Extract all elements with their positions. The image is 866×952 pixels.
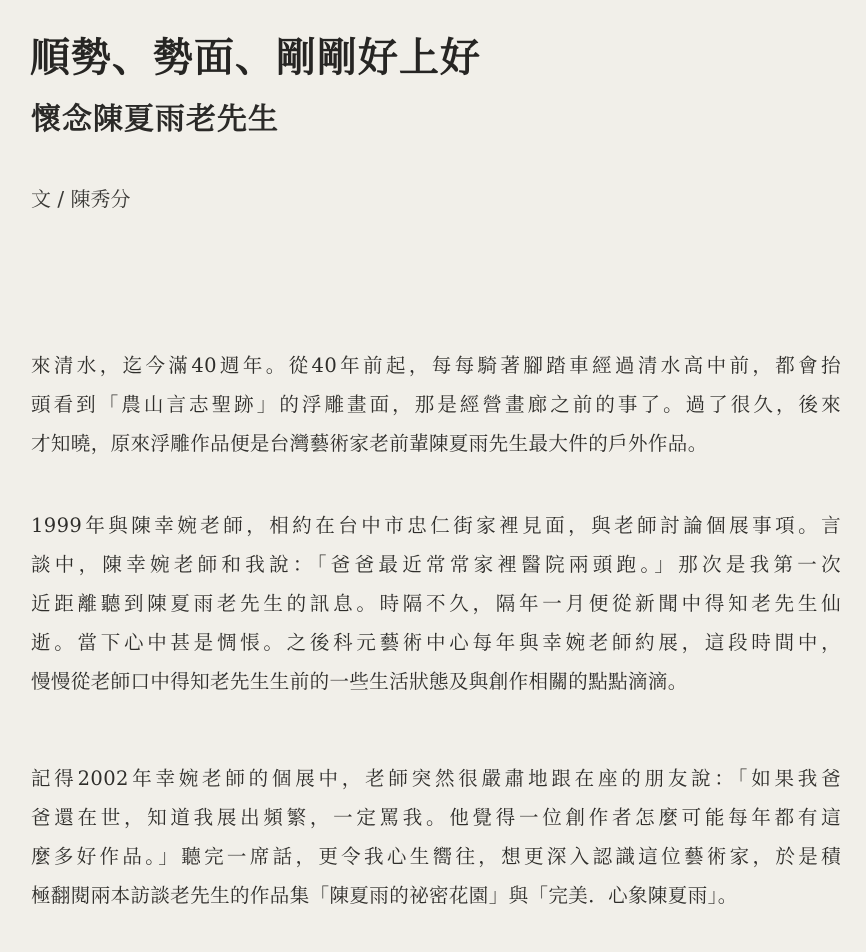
paragraph-line: 麼多好作品。」聽完一席話，更令我心生嚮往，想更深入認識這位藝術家，於是積	[31, 845, 841, 868]
paragraph-2	[31, 506, 841, 701]
paragraph-line: 談中，陳幸婉老師和我說：「爸爸最近常常家裡醫院兩頭跑。」那次是我第一次	[31, 553, 841, 576]
paragraph-line: 爸還在世，知道我展出頻繁，一定罵我。他覺得一位創作者怎麼可能每年都有這	[31, 806, 841, 829]
paragraph-line: 極翻閱兩本訪談老先生的作品集「陳夏雨的祕密花園」與「完美．心象陳夏雨」。	[31, 884, 738, 907]
paragraph-line: 近距離聽到陳夏雨老先生的訊息。時隔不久，隔年一月便從新聞中得知老先生仙	[31, 592, 841, 615]
paragraph-3	[31, 759, 841, 915]
paragraph-line: 1999年與陳幸婉老師，相約在台中市忠仁街家裡見面，與老師討論個展事項。言	[31, 514, 841, 537]
paragraph-line: 才知曉，原來浮雕作品便是台灣藝術家老前輩陳夏雨先生最大件的戶外作品。	[31, 432, 708, 455]
paragraph-line: 慢慢從老師口中得知老先生生前的一些生活狀態及與創作相關的點點滴滴。	[31, 670, 688, 693]
article-subtitle: 懷念陳夏雨老先生	[31, 102, 279, 137]
author-byline: 文 / 陳秀分	[31, 187, 131, 211]
paragraph-line: 記得2002年幸婉老師的個展中，老師突然很嚴肅地跟在座的朋友說：「如果我爸	[31, 767, 841, 790]
paragraph-1	[31, 346, 841, 463]
article-title: 順勢、勢面、剛剛好上好	[30, 34, 481, 81]
paragraph-line: 頭看到「農山言志聖跡」的浮雕畫面，那是經營畫廊之前的事了。過了很久，後來	[31, 393, 841, 416]
paragraph-line: 來清水，迄今滿40週年。從40年前起，每每騎著腳踏車經過清水高中前，都會抬	[31, 354, 841, 377]
paragraph-line: 逝。當下心中甚是惆悵。之後科元藝術中心每年與幸婉老師約展，這段時間中，	[31, 631, 841, 654]
